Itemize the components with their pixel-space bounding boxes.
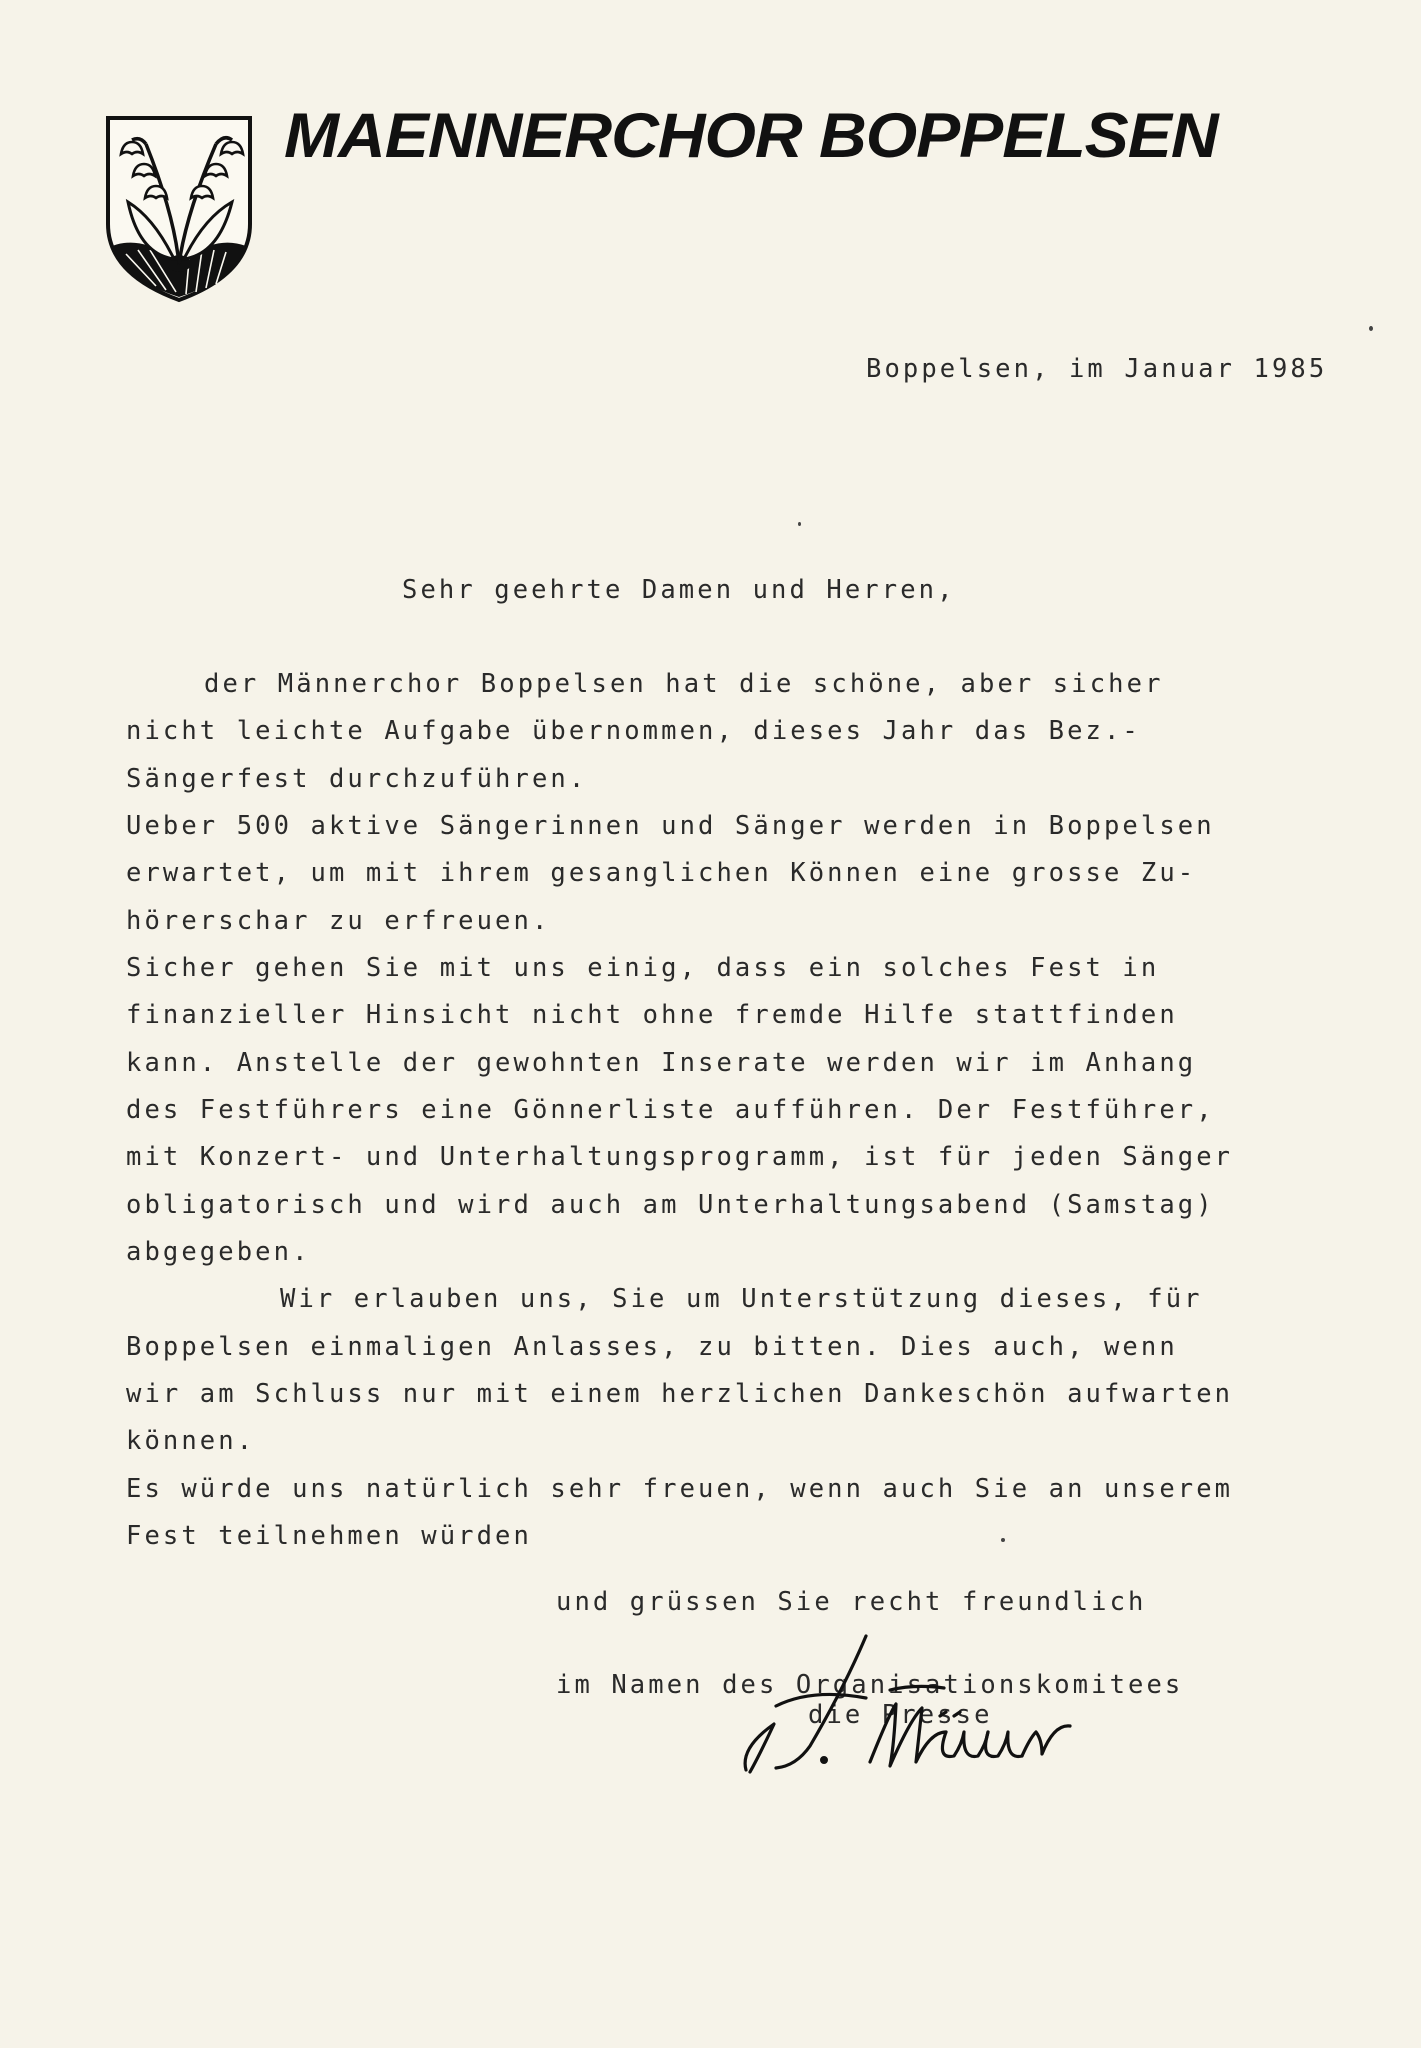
body-line: Es würde uns natürlich sehr freuen, wenn auch Sie an unserem [126,1474,1234,1504]
body-line: finanzieller Hinsicht nicht ohne fremde Hilfe stattfinden [126,1000,1178,1030]
letterhead-title: MAENNERCHOR BOPPELSEN [284,101,1218,171]
closing-greeting: und grüssen Sie recht freundlich [556,1587,1147,1617]
body-line: wir am Schluss nur mit einem herzlichen Dankeschön aufwarten [126,1379,1234,1409]
body-line: Fest teilnehmen würden [126,1521,532,1551]
body-line: Ueber 500 aktive Sängerinnen und Sänger werden in Boppelsen [126,811,1215,841]
body-line: obligatorisch und wird auch am Unterhaltungsabend (Samstag) [126,1190,1215,1220]
body-line: kann. Anstelle der gewohnten Inserate werden wir im Anhang [126,1048,1197,1078]
body-line: der Männerchor Boppelsen hat die schöne, aber sicher [204,669,1164,699]
letter-date: Boppelsen, im Januar 1985 [866,354,1328,384]
body-line: abgegeben. [126,1237,311,1267]
body-line: Sicher gehen Sie mit uns einig, dass ein solches Fest in [126,953,1160,983]
body-line: erwartet, um mit ihrem gesanglichen Können eine grosse Zu- [126,858,1197,888]
paper-speck [1369,326,1373,331]
body-line: Sängerfest durchzuführen. [126,764,588,794]
handwritten-signature [740,1628,1110,1778]
closing-press: die Presse [808,1700,993,1730]
paper-speck [798,522,801,526]
closing-committee: im Namen des Organisationskomitees [556,1670,1184,1700]
body-line: Boppelsen einmaligen Anlasses, zu bitten. Dies auch, wenn [126,1332,1178,1362]
paper-speck [1001,1538,1005,1542]
body-line: mit Konzert- und Unterhaltungsprogramm, ist für jeden Sänger [126,1142,1234,1172]
body-line: können. [126,1426,256,1456]
body-line: Wir erlauben uns, Sie um Unterstützung dieses, für [280,1284,1203,1314]
body-line: hörerschar zu erfreuen. [126,906,551,936]
coat-of-arms-icon [104,114,254,304]
body-line: des Festführers eine Gönnerliste aufführen. Der Festführer, [126,1095,1215,1125]
body-line: nicht leichte Aufgabe übernommen, dieses Jahr das Bez.- [126,716,1141,746]
salutation: Sehr geehrte Damen und Herren, [402,575,956,605]
